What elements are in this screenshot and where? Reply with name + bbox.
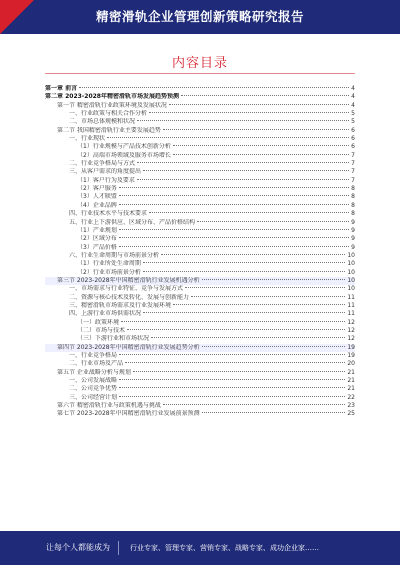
toc-entry[interactable]: [45, 135, 355, 143]
toc-entry-title: （2）客户服务: [77, 185, 117, 193]
toc-leader-dots: [119, 204, 349, 205]
toc-entry[interactable]: [45, 344, 355, 352]
toc-leader-dots: [202, 412, 346, 413]
report-footer: [0, 531, 400, 565]
toc-entry[interactable]: [45, 277, 355, 285]
toc-leader-dots: [191, 296, 345, 297]
toc-leader-dots: [127, 329, 345, 330]
toc-entry-page: 8: [351, 185, 355, 193]
toc-leader-dots: [197, 221, 349, 222]
toc-entry-title: （3）产品价格: [77, 243, 117, 251]
toc-entry-page: 6: [351, 135, 355, 143]
toc-entry-title: （2）区域分布: [77, 235, 117, 243]
toc-entry-title: 四、上游行业市场供需状况: [69, 310, 142, 318]
toc-entry-page: 10: [347, 268, 355, 276]
toc-leader-dots: [173, 154, 349, 155]
toc-entry[interactable]: [45, 327, 355, 335]
toc-entry[interactable]: [45, 202, 355, 210]
toc-entry[interactable]: [45, 127, 355, 135]
toc-entry[interactable]: [45, 110, 355, 118]
toc-entry[interactable]: [45, 269, 355, 277]
toc-entry-title: 第七节 2023-2028年中国精密滑轨行业发展前景预测: [57, 410, 200, 418]
toc-leader-dots: [137, 179, 349, 180]
toc-entry[interactable]: [45, 310, 355, 318]
toc-leader-dots: [119, 195, 349, 196]
toc-entry-title: 五、行业上下游供应、区域分布、产品价格结构: [69, 218, 196, 226]
toc-entry[interactable]: [45, 319, 355, 327]
toc-entry[interactable]: [45, 118, 355, 126]
toc-entry[interactable]: [45, 377, 355, 385]
toc-entry-page: 12: [347, 335, 355, 343]
toc-entry-page: 9: [351, 235, 355, 243]
toc-leader-dots: [119, 229, 349, 230]
toc-entry[interactable]: [45, 302, 355, 310]
toc-entry-title: 二、行业竞争格局与方式: [69, 160, 136, 168]
toc-leader-dots: [169, 104, 349, 105]
toc-entry-title: （二）市场与技术: [77, 326, 126, 334]
toc-entry[interactable]: [45, 402, 355, 410]
toc-leader-dots: [137, 120, 349, 121]
toc-entry[interactable]: [45, 219, 355, 227]
toc-leader-dots: [119, 237, 349, 238]
toc-leader-dots: [107, 137, 349, 138]
toc-entry[interactable]: [45, 168, 355, 176]
toc-entry-title: （一）政策环境: [77, 318, 120, 326]
toc-divider: [45, 73, 355, 74]
toc-entry-page: 4: [351, 101, 355, 109]
toc-entry-title: （三）下游行业和市场状况: [77, 335, 150, 343]
toc-entry[interactable]: [45, 210, 355, 218]
toc-title: 内容目录: [171, 56, 228, 71]
toc-entry-page: 9: [351, 218, 355, 226]
toc-entry-title: 二、公司竞争优势: [69, 385, 118, 393]
toc-entry-page: 11: [347, 301, 355, 309]
toc-leader-dots: [163, 404, 345, 405]
toc-entry-page: 7: [351, 168, 355, 176]
toc-entry-title: （2）高端市场领域及服务市场增长: [77, 151, 171, 159]
toc-entry-title: 一、行业竞争格局: [69, 352, 118, 359]
toc-entry-page: 11: [347, 310, 355, 318]
footer-separator: [118, 541, 119, 555]
toc-entry-page: 6: [351, 143, 355, 151]
toc-entry-page: 4: [351, 93, 355, 101]
toc-leader-dots: [143, 170, 349, 171]
toc-entry-page: 9: [351, 226, 355, 234]
toc-leader-dots: [119, 187, 349, 188]
footer-slogan: 让每个人都能成为: [46, 543, 110, 552]
toc-entry-page: 10: [347, 260, 355, 268]
toc-leader-dots: [119, 387, 345, 388]
toc-leader-dots: [185, 287, 345, 288]
toc-leader-dots: [121, 321, 345, 322]
toc-entry-page: 22: [347, 393, 355, 401]
toc-entry[interactable]: [45, 252, 355, 260]
toc-leader-dots: [202, 279, 346, 280]
toc-entry-page: 4: [351, 85, 355, 92]
toc-entry[interactable]: [45, 352, 355, 360]
toc-entry[interactable]: [45, 294, 355, 302]
toc-entry-title: 二、资源与核心技术及转化、发展与创新能力: [69, 293, 190, 301]
toc-entry-page: 7: [351, 151, 355, 159]
toc-entry[interactable]: [45, 285, 355, 293]
toc-entry-page: 7: [351, 176, 355, 184]
toc-entry-page: 12: [347, 326, 355, 334]
toc-entry-title: 第四节 2023-2028年中国精密滑轨行业发展趋势分析: [57, 343, 200, 351]
toc-entry[interactable]: [45, 193, 355, 201]
toc-entry-page: 25: [347, 410, 355, 418]
toc-entry-title: 第一节 精密滑轨行业政策环境及发展状况: [57, 101, 167, 109]
toc-entry-page: 5: [351, 118, 355, 126]
toc-entry[interactable]: [45, 143, 355, 151]
toc-entry-page: 8: [351, 201, 355, 209]
toc-leader-dots: [173, 304, 345, 305]
toc-entry-title: 三、公司经营计划: [69, 393, 118, 401]
toc-leader-dots: [79, 87, 349, 88]
toc-entry-title: 第一章 前言: [45, 85, 78, 92]
toc-leader-dots: [137, 162, 349, 163]
toc-entry[interactable]: [45, 235, 355, 243]
toc-entry-page: 12: [347, 318, 355, 326]
toc-entry-page: 21: [347, 368, 355, 376]
toc-entry-title: （1）客户行为及要求: [77, 176, 135, 184]
toc-entry-page: 9: [351, 243, 355, 251]
toc-entry[interactable]: [45, 177, 355, 185]
toc-entry[interactable]: [45, 102, 355, 110]
toc-entry[interactable]: [45, 335, 355, 343]
toc-leader-dots: [149, 212, 349, 213]
toc-entry[interactable]: [45, 93, 355, 101]
toc-leader-dots: [119, 396, 345, 397]
toc-entry-title: 二、市场总体规模和状况: [69, 118, 136, 126]
toc-leader-dots: [143, 312, 345, 313]
toc-entry-title: 六、行业生命周期与市场前景分析: [69, 251, 160, 259]
toc-entry-title: 一、行业政策与相关合作分析: [69, 110, 148, 118]
toc-entry-page: 19: [347, 343, 355, 351]
toc-entry-page: 8: [351, 210, 355, 218]
toc-leader-dots: [119, 354, 345, 355]
toc-leader-dots: [161, 254, 345, 255]
toc-entry-page: 6: [351, 126, 355, 134]
toc-entry-page: 10: [347, 285, 355, 293]
toc-entry-page: 10: [347, 251, 355, 259]
toc-entry-title: 第二节 我国精密滑轨行业主要发展趋势: [57, 126, 161, 134]
toc-entry-page: 19: [347, 352, 355, 359]
toc-entry-page: 21: [347, 377, 355, 385]
toc-entry-page: 23: [347, 402, 355, 410]
toc-entry-page: 7: [351, 160, 355, 168]
toc-leader-dots: [173, 145, 349, 146]
toc-entry-page: 20: [347, 360, 355, 368]
toc-leader-dots: [143, 262, 346, 263]
toc-entry-title: 一、市场需求与行业特征、竞争与发展方式: [69, 285, 184, 293]
toc-entry-title: 第六节 精密滑轨行业与政策机遇与挑战: [57, 402, 161, 410]
toc-leader-dots: [181, 95, 349, 96]
report-header: [0, 0, 400, 34]
toc-leader-dots: [133, 371, 345, 372]
toc-leader-dots: [149, 112, 349, 113]
toc-entry-title: 三、从客户需求的角度提出: [69, 168, 142, 176]
toc-entry-title: （1）产业规划: [77, 226, 117, 234]
toc-entry-title: 一、公司发展战略: [69, 377, 118, 385]
toc-leader-dots: [143, 271, 346, 272]
toc-entry-title: 三、精密滑轨市场需求及行业发展环境: [69, 301, 172, 309]
toc-entry[interactable]: [45, 160, 355, 168]
toc-entry[interactable]: [45, 260, 355, 268]
toc-entry-title: （3）人才联盟: [77, 193, 117, 201]
toc-entry-page: 8: [351, 193, 355, 201]
toc-entry-title: 二、行业市场及产品: [69, 360, 124, 368]
toc-entry-title: （1）行业所处生命周期: [77, 260, 141, 268]
toc-entry-page: 21: [347, 385, 355, 393]
toc-leader-dots: [151, 337, 345, 338]
toc-entry-title: 第二章 2023-2028年精密滑轨市场发展趋势预测: [45, 93, 179, 101]
report-title: 精密滑轨企业管理创新策略研究报告: [95, 9, 304, 24]
toc-entry-title: 一、行业现状: [69, 135, 106, 143]
toc-leader-dots: [163, 129, 349, 130]
toc-leader-dots: [125, 362, 345, 363]
toc-entry[interactable]: [45, 152, 355, 160]
toc-entry-page: 5: [351, 110, 355, 118]
toc-entry[interactable]: [45, 360, 355, 368]
toc-entry-title: 第五节 企业战略分析与规划: [57, 368, 131, 376]
toc-entry[interactable]: [45, 410, 355, 418]
toc-entry-title: （4）企业品牌: [77, 201, 117, 209]
toc-entry[interactable]: [45, 244, 355, 252]
toc-entry[interactable]: [45, 185, 355, 193]
toc-entry-page: 10: [347, 276, 355, 284]
toc-entry-title: 第三节 2023-2028年中国精密滑轨行业发展机遇分析: [57, 276, 200, 284]
table-of-contents: [45, 85, 355, 419]
footer-tagline: 行业专家、管理专家、营销专家、战略专家、成功企业家……: [130, 544, 319, 552]
toc-entry-title: （1）行业规模与产品技术创新分析: [77, 143, 171, 151]
toc-leader-dots: [202, 346, 346, 347]
toc-entry[interactable]: [45, 369, 355, 377]
toc-entry-page: 11: [347, 293, 355, 301]
toc-leader-dots: [119, 379, 345, 380]
toc-leader-dots: [119, 246, 349, 247]
toc-entry-title: 四、行业技术水平与技术要求: [69, 210, 148, 218]
toc-entry[interactable]: [45, 385, 355, 393]
toc-entry[interactable]: [45, 227, 355, 235]
toc-entry[interactable]: [45, 85, 355, 93]
toc-entry[interactable]: [45, 394, 355, 402]
toc-entry-title: （2）行业市场前景分析: [77, 268, 141, 276]
